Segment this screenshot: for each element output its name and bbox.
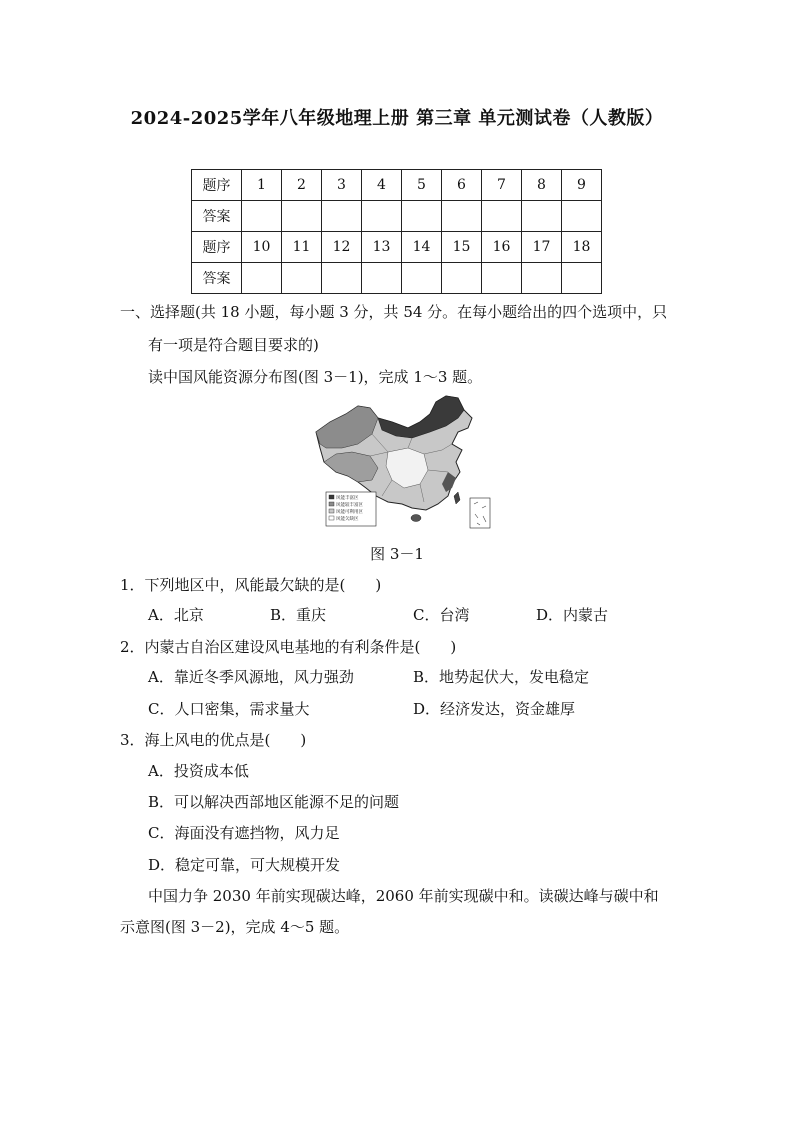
- intro-text-2-line1: 中国力争 2030 年前实现碳达峰，2060 年前实现碳中和。读碳达峰与碳中和: [148, 887, 659, 905]
- question-number-cell: 2: [282, 170, 322, 201]
- question-number-cell: 17: [522, 232, 562, 263]
- question-number-cell: 10: [242, 232, 282, 263]
- answer-table-row-answers-a: [192, 201, 602, 232]
- answer-cell[interactable]: [482, 263, 522, 294]
- question-1-option-c[interactable]: C．台湾: [413, 606, 470, 624]
- question-3-option-c[interactable]: C．海面没有遮挡物，风力足: [148, 824, 340, 842]
- legend-label: 风能欠缺区: [336, 517, 359, 522]
- answer-cell[interactable]: [282, 263, 322, 294]
- answer-cell[interactable]: [242, 263, 282, 294]
- question-number-cell: 12: [322, 232, 362, 263]
- answer-cell[interactable]: [442, 263, 482, 294]
- question-number-cell: 5: [402, 170, 442, 201]
- answer-cell[interactable]: [482, 201, 522, 232]
- wind-resource-map: [312, 392, 498, 532]
- answer-cell[interactable]: [562, 201, 602, 232]
- question-number-cell: 7: [482, 170, 522, 201]
- question-number-cell: 3: [322, 170, 362, 201]
- question-2-option-d[interactable]: D．经济发达，资金雄厚: [413, 700, 576, 718]
- question-2-option-b[interactable]: B．地势起伏大，发电稳定: [413, 668, 590, 686]
- answer-cell[interactable]: [522, 201, 562, 232]
- table-header-cell: 答案: [192, 201, 242, 232]
- answer-table-row-numbers-b: [192, 232, 602, 263]
- question-number-cell: 11: [282, 232, 322, 263]
- question-number-cell: 1: [242, 170, 282, 201]
- answer-cell[interactable]: [322, 201, 362, 232]
- legend-label: 风能较丰富区: [336, 503, 363, 508]
- table-header-cell: 答案: [192, 263, 242, 294]
- answer-cell[interactable]: [362, 263, 402, 294]
- answer-cell[interactable]: [402, 201, 442, 232]
- question-number-cell: 9: [562, 170, 602, 201]
- question-number-cell: 16: [482, 232, 522, 263]
- question-3-option-d[interactable]: D．稳定可靠，可大规模开发: [148, 856, 341, 874]
- answer-cell[interactable]: [522, 263, 562, 294]
- question-number-cell: 4: [362, 170, 402, 201]
- legend-label: 风能丰富区: [336, 496, 359, 501]
- question-1-option-b[interactable]: B．重庆: [270, 606, 327, 624]
- question-number-cell: 8: [522, 170, 562, 201]
- question-1-stem: 1．下列地区中，风能最欠缺的是( ): [120, 576, 382, 594]
- table-header-cell: 题序: [192, 170, 242, 201]
- intro-text-2-line2: 示意图(图 3－2)，完成 4～5 题。: [120, 918, 350, 936]
- intro-text-1: 读中国风能资源分布图(图 3－1)，完成 1～3 题。: [148, 368, 483, 386]
- question-number-cell: 13: [362, 232, 402, 263]
- answer-cell[interactable]: [242, 201, 282, 232]
- question-3-option-b[interactable]: B．可以解决西部地区能源不足的问题: [148, 793, 400, 811]
- question-2-option-a[interactable]: A．靠近冬季风源地，风力强劲: [148, 668, 354, 686]
- answer-table-row-numbers-a: [192, 170, 602, 201]
- table-header-cell: 题序: [192, 232, 242, 263]
- question-3-option-a[interactable]: A．投资成本低: [148, 762, 249, 780]
- question-number-cell: 14: [402, 232, 442, 263]
- answer-cell[interactable]: [562, 263, 602, 294]
- question-2-stem: 2．内蒙古自治区建设风电基地的有利条件是( ): [120, 638, 457, 656]
- question-number-cell: 15: [442, 232, 482, 263]
- answer-cell[interactable]: [402, 263, 442, 294]
- answer-cell[interactable]: [322, 263, 362, 294]
- question-1-option-d[interactable]: D．内蒙古: [536, 606, 609, 624]
- question-number-cell: 18: [562, 232, 602, 263]
- answer-cell[interactable]: [362, 201, 402, 232]
- question-number-cell: 6: [442, 170, 482, 201]
- legend-label: 风能可利用区: [336, 510, 363, 515]
- answer-table: [191, 169, 602, 294]
- section-heading-line2: 有一项是符合题目要求的): [148, 336, 319, 354]
- question-3-stem: 3．海上风电的优点是( ): [120, 731, 307, 749]
- section-heading-line1: 一、选择题(共 18 小题，每小题 3 分，共 54 分。在每小题给出的四个选项中，只: [120, 303, 668, 321]
- page-title: 2024-2025学年八年级地理上册 第三章 单元测试卷（人教版）: [130, 108, 664, 129]
- question-1-option-a[interactable]: A．北京: [148, 606, 204, 624]
- china-map-image: [312, 392, 498, 532]
- answer-table-row-answers-b: [192, 263, 602, 294]
- question-2-option-c[interactable]: C．人口密集，需求量大: [148, 700, 310, 718]
- answer-cell[interactable]: [442, 201, 482, 232]
- answer-cell[interactable]: [282, 201, 322, 232]
- figure-caption: 图 3－1: [370, 545, 424, 563]
